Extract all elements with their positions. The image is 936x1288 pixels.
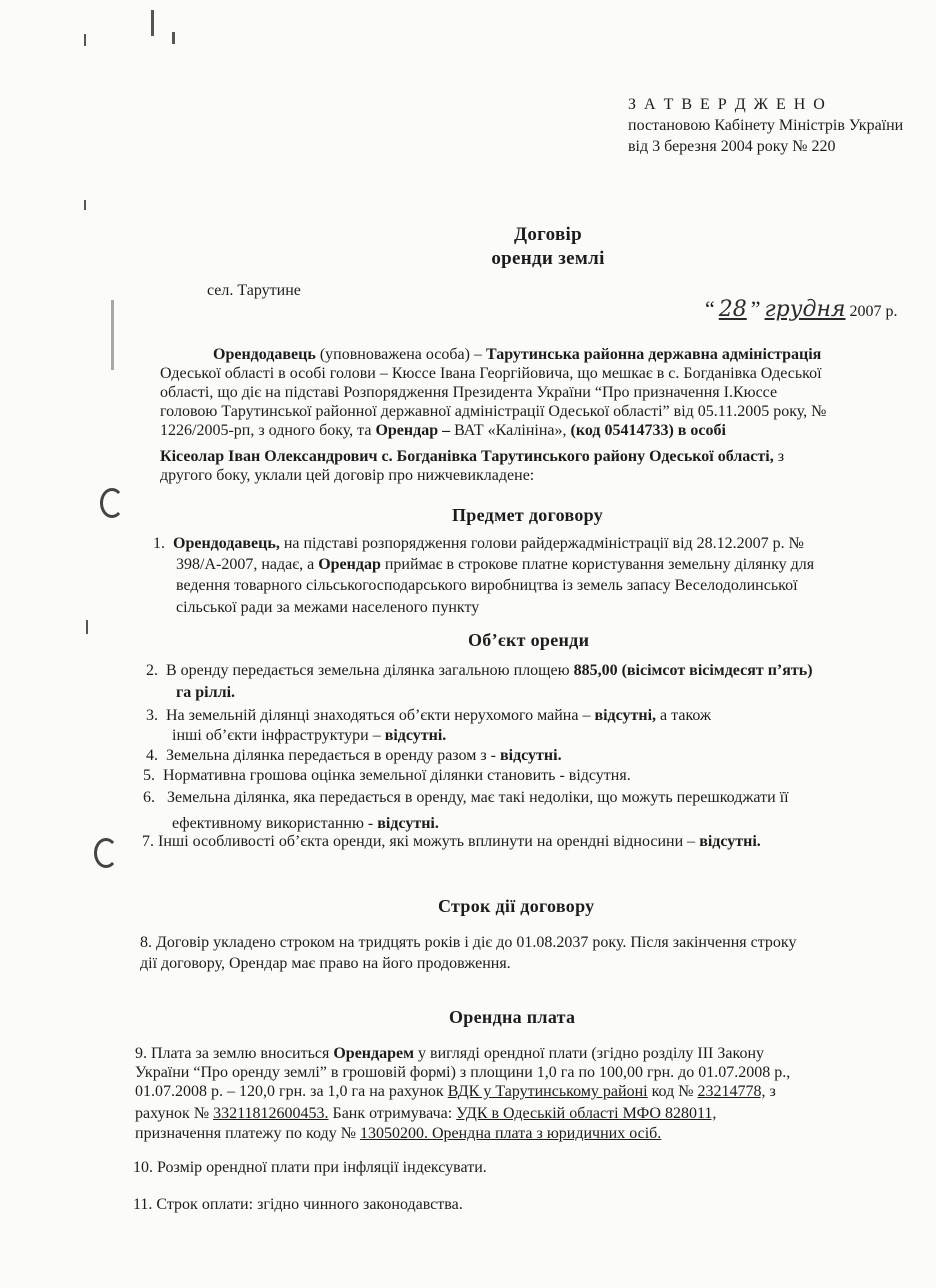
text: ефективному використанню -: [172, 815, 378, 832]
text: з: [773, 448, 785, 465]
clause-9-line-5: [135, 1124, 661, 1143]
approval-title: З А Т В Е Р Д Ж Е Н О: [628, 96, 827, 113]
clause-10: 10. Розмір орендної плати при інфляції індексувати.: [133, 1159, 487, 1176]
punch-hole: [100, 488, 124, 518]
text: На земельній ділянці знаходяться об’єкти нерухомого майна –: [166, 707, 595, 724]
clause-3-line-2: [172, 726, 446, 745]
text: 398/А-2007, надає, а: [176, 556, 319, 573]
payment-code: 13050200. Орендна плата з юридичних осіб.: [359, 1125, 662, 1142]
clause-9-line-1: [135, 1044, 764, 1063]
clause-9-line-3: [135, 1082, 776, 1101]
doc-title-line-1: Договір: [514, 224, 582, 245]
preamble-line-4: головою Тарутинської районної державної адміністрації Одеської області” від 05.11.2005 року, №: [160, 403, 827, 420]
clause-number: 6.: [143, 789, 155, 806]
place: сел. Тарутине: [207, 282, 301, 299]
doc-title: [0, 223, 936, 271]
clause-3-line-1: [146, 706, 711, 725]
text: а також: [656, 707, 712, 724]
punch-hole: [94, 838, 118, 868]
clause-1-line-4: сільської ради за межами населеного пункту: [176, 599, 480, 616]
contract-date: [705, 296, 898, 322]
scan-mark: [172, 32, 175, 44]
text: рахунок №: [135, 1105, 214, 1122]
section-rent-heading: Орендна плата: [449, 1007, 576, 1027]
approval-line-2: від 3 березня 2004 року № 220: [628, 138, 836, 155]
date-quote-close: ”: [750, 296, 761, 321]
clause-2-line-1: [146, 661, 813, 680]
preamble-line-2: Одеської області в особі голови – Кюссе Івана Георгійовича, що мешкає в с. Богданівка Одеської: [160, 365, 822, 382]
clause-8-line-1: 8. Договір укладено строком на тридцять років і діє до 01.08.2037 року. Після закінчення строку: [140, 934, 797, 951]
text: інші об’єкти інфраструктури –: [172, 727, 385, 744]
preamble-line-1: [213, 345, 821, 364]
lessee-label: Орендар: [318, 556, 381, 573]
text: 01.07.2008 р. – 120,0 грн. за 1,0 га на рахунок: [135, 1083, 448, 1100]
text: Банк отримувача:: [328, 1105, 457, 1122]
recipient-code: 23214778,: [697, 1083, 766, 1100]
text: Земельна ділянка передається в оренду разом з -: [166, 747, 500, 764]
approval-block: [628, 94, 903, 157]
text: Земельна ділянка, яка передається в оренду, має такі недоліки, що можуть перешкоджати її: [167, 789, 789, 806]
text: 9. Плата за землю вноситься: [135, 1045, 334, 1062]
scan-mark: [84, 200, 86, 210]
recipient-name: ВДК у Тарутинському районі: [447, 1083, 648, 1100]
text: Нормативна грошова оцінка земельної ділянки становить - відсутня.: [163, 767, 631, 784]
text: приймає в строкове платне користування земельну ділянку для: [380, 556, 815, 573]
clause-number: 2.: [146, 662, 158, 679]
clause-5: [143, 766, 631, 785]
approval-line-1: постановою Кабінету Міністрів України: [628, 117, 904, 134]
clause-1-line-3: ведення товарного сільськогосподарського виробництва із земель запасу Веселодолинської: [176, 577, 798, 594]
value: відсутні.: [499, 747, 562, 764]
text: 1226/2005-рп, з одного боку, та: [160, 422, 376, 439]
value: відсутні.: [384, 727, 447, 744]
doc-title-line-2: оренди землі: [491, 248, 605, 269]
lessor-label: Орендодавець,: [173, 535, 280, 552]
text: призначення платежу по коду №: [135, 1125, 360, 1142]
text: на підставі розпорядження голови райдержадміністрації від 28.12.2007 р. №: [279, 535, 804, 552]
clause-11: 11. Строк оплати: згідно чинного законодавства.: [133, 1196, 463, 1213]
clause-9-line-2: України “Про оренду землі” в грошовій формі) з площини 1,0 га по 100,00 грн. до 01.07.2008 р.,: [135, 1064, 791, 1081]
text: з: [765, 1083, 776, 1100]
clause-7: [142, 832, 761, 851]
clause-number: 1.: [153, 535, 165, 552]
section-term-heading: Строк дії договору: [438, 896, 595, 916]
clause-9-line-4: [135, 1104, 716, 1123]
clause-number: 5.: [143, 767, 155, 784]
lessor-name: Тарутинська районна державна адміністрація: [485, 346, 822, 363]
clause-6-line-1: [143, 788, 789, 807]
scan-mark: [86, 620, 88, 634]
preamble-line-7: другого боку, уклали цей договір про нижчевикладене:: [160, 467, 535, 484]
scan-mark: [84, 34, 86, 46]
clause-8-line-2: дії договору, Орендар має право на його продовження.: [140, 955, 511, 972]
clause-number: 4.: [146, 747, 158, 764]
section-object-heading: Об’єкт оренди: [468, 630, 590, 650]
text: у вигляді орендної плати (згідно розділу ІІІ Закону: [414, 1045, 764, 1062]
clause-1-line-1: [153, 534, 804, 553]
scan-mark: [151, 10, 154, 36]
text: код №: [647, 1083, 698, 1100]
preamble-line-3: області, що діє на підставі Розпорядження Президента України “Про призначення І.Кюссе: [160, 384, 778, 401]
date-year: 2007 р.: [849, 303, 898, 320]
lessee-representative: Кісеолар Іван Олександрович с. Богданівка Тарутинського району Одеської області,: [160, 448, 774, 465]
clause-2-line-2: га ріллі.: [176, 684, 236, 701]
clause-1-line-2: [176, 555, 814, 574]
date-quote-open: “: [705, 296, 715, 321]
clause-6-line-2: [172, 814, 439, 833]
value: відсутні.: [377, 815, 439, 832]
text: В оренду передається земельна ділянка загальною площею: [166, 662, 574, 679]
lessee-name: ВАТ «Калініна»,: [450, 422, 571, 439]
preamble-line-5: [160, 421, 726, 440]
lessee-code: (код 05414733): [570, 422, 674, 439]
lessee-label: Орендар –: [375, 422, 451, 439]
account-number: 33211812600453.: [213, 1105, 329, 1122]
text: (уповноважена особа) –: [315, 346, 486, 363]
date-month: грудня: [764, 297, 846, 322]
text: в особі: [673, 422, 726, 439]
clause-4: [146, 746, 562, 765]
area-value: 885,00 (вісімсот вісімдесят п’ять): [573, 662, 813, 679]
text: 7. Інші особливості об’єкта оренди, які можуть вплинути на орендні відносини –: [142, 833, 700, 850]
lessor-label: Орендодавець: [213, 346, 316, 363]
bank-name: УДК в Одеській області МФО 828011,: [456, 1105, 717, 1122]
section-subject-heading: Предмет договору: [452, 505, 604, 525]
preamble-line-6: [160, 447, 784, 466]
value: відсутні.: [699, 833, 761, 850]
scan-mark: [111, 300, 114, 370]
date-day: 28: [718, 297, 747, 322]
lessee-label: Орендарем: [333, 1045, 415, 1062]
clause-number: 3.: [146, 707, 158, 724]
value: відсутні,: [594, 707, 657, 724]
